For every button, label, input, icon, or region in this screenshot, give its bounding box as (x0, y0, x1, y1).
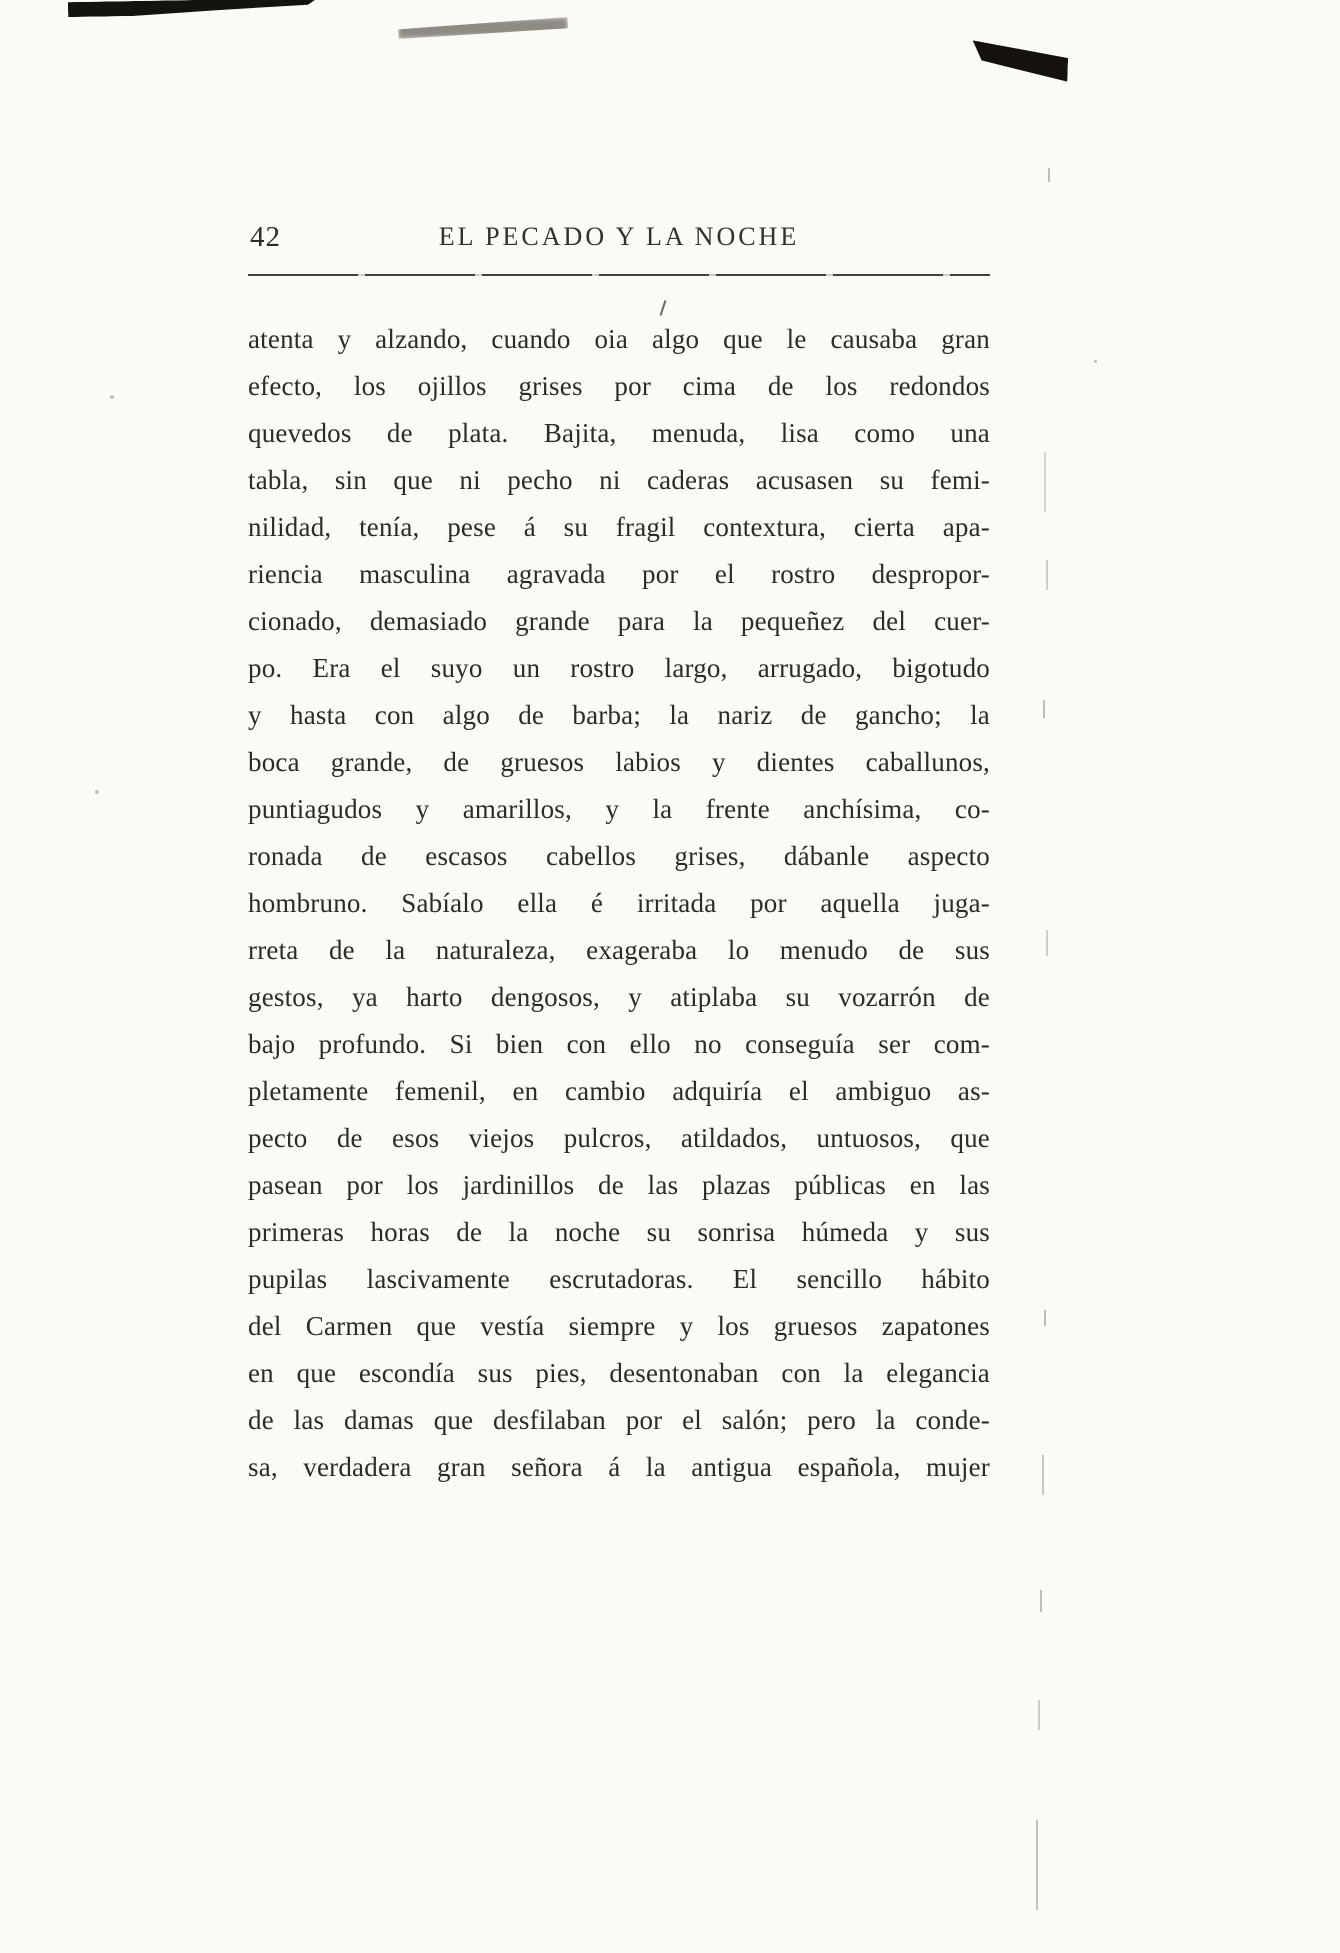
scan-artifact-edge (1036, 1820, 1038, 1910)
scan-artifact-edge (1046, 560, 1048, 590)
scan-artifact-edge (1038, 1700, 1040, 1730)
text-line: quevedos de plata. Bajita, menuda, lisa como una (248, 418, 990, 448)
scan-artifact-edge (1046, 930, 1048, 956)
scan-artifact-top-center (398, 17, 568, 39)
scan-speck (1094, 360, 1097, 363)
text-line: gestos, ya harto dengosos, y atiplaba su vozarrón de (248, 982, 990, 1012)
body-text (248, 316, 990, 1491)
text-line: de las damas que desfilaban por el salón; pero la conde- (248, 1405, 990, 1435)
text-line: primeras horas de la noche su sonrisa húmeda y sus (248, 1217, 990, 1247)
page-number: 42 (250, 221, 281, 253)
text-line: en que escondía sus pies, desentonaban con la elegancia (248, 1358, 990, 1388)
scan-artifact-edge (1042, 1455, 1044, 1495)
text-line: y hasta con algo de barba; la nariz de gancho; la (248, 700, 990, 730)
text-line: pupilas lascivamente escrutadoras. El sencillo hábito (248, 1264, 990, 1294)
text-line: atenta y alzando, cuando oia algo que le causaba gran (248, 324, 990, 354)
text-line: pasean por los jardinillos de las plazas públicas en las (248, 1170, 990, 1200)
text-line: ronada de escasos cabellos grises, dábanle aspecto (248, 841, 990, 871)
scan-artifact-edge (1043, 700, 1045, 718)
text-line: hombruno. Sabíalo ella é irritada por aquella juga- (248, 888, 990, 918)
scan-artifact-top-right (971, 40, 1068, 81)
text-line: efecto, los ojillos grises por cima de los redondos (248, 371, 990, 401)
scan-artifact-tick (660, 300, 667, 316)
scan-artifact-top-left (68, 0, 318, 17)
scan-artifact-edge (1048, 168, 1050, 182)
text-line: rreta de la naturaleza, exageraba lo menudo de sus (248, 935, 990, 965)
text-line: pletamente femenil, en cambio adquiría el ambiguo as- (248, 1076, 990, 1106)
scan-artifact-edge (1044, 1310, 1046, 1326)
text-line: po. Era el suyo un rostro largo, arrugado, bigotudo (248, 653, 990, 683)
text-line: tabla, sin que ni pecho ni caderas acusasen su femi- (248, 465, 990, 495)
text-line: puntiagudos y amarillos, y la frente anchísima, co- (248, 794, 990, 824)
page-header (248, 220, 990, 256)
text-line: pecto de esos viejos pulcros, atildados, untuosos, que (248, 1123, 990, 1153)
text-line: boca grande, de gruesos labios y dientes caballunos, (248, 747, 990, 777)
scan-artifact-edge (1040, 1590, 1042, 1612)
running-title: EL PECADO Y LA NOCHE (438, 222, 800, 251)
scan-speck (95, 790, 99, 794)
scan-speck (110, 395, 114, 399)
text-line: bajo profundo. Si bien con ello no conseguía ser com- (248, 1029, 990, 1059)
text-line: del Carmen que vestía siempre y los gruesos zapatones (248, 1311, 990, 1341)
text-line: cionado, demasiado grande para la pequeñez del cuer- (248, 606, 990, 636)
header-rule (248, 274, 990, 276)
text-line: riencia masculina agravada por el rostro despropor- (248, 559, 990, 589)
scan-artifact-edge (1044, 452, 1046, 512)
text-line: nilidad, tenía, pese á su fragil contextura, cierta apa- (248, 512, 990, 542)
text-line: sa, verdadera gran señora á la antigua española, mujer (248, 1452, 990, 1482)
